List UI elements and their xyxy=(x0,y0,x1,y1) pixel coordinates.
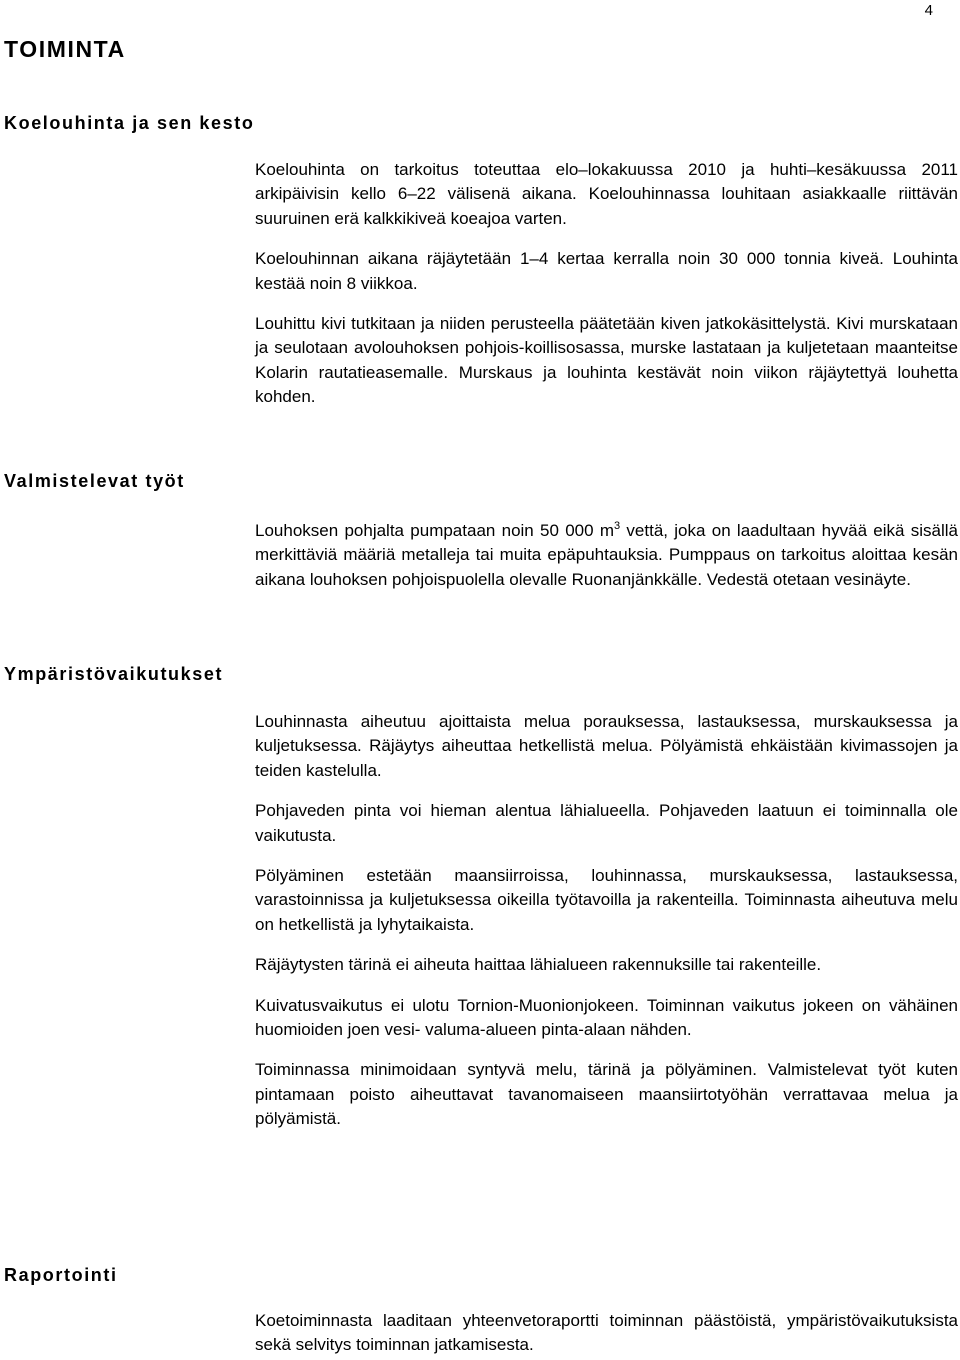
section-heading-ymparisto: Ympäristövaikutukset xyxy=(4,664,224,684)
superscript: 3 xyxy=(614,520,621,532)
paragraph: Kuivatusvaikutus ei ulotu Tornion-Muonionjokeen. Toiminnan vaikutus jokeen on vähäinen huomioiden joen vesi- valuma-alueen pinta-alaan nähden. xyxy=(255,995,958,1040)
paragraph: Toiminnassa minimoidaan syntyvä melu, tärinä ja pölyäminen. Valmistelevat työt kuten pintamaan poisto aiheuttavat tavanomaiseen maansiirtotyöhän verrattavaa melua ja pölyämistä. xyxy=(255,1060,958,1129)
paragraph: Pölyäminen estetään maansiirroissa, louhinnassa, murskauksessa, lastauksessa, varastoinnissa ja kuljetuksessa oikeilla työtavoilla ja rakenteilla. Toiminnasta aiheutuva melu on hetkellistä ja lyhytaikaista. xyxy=(255,866,958,934)
text-run: vettä, joka on laadultaan hyvää eikä sisällä merkittäviä määriä metalleja tai muita epäpuhtauksia. Pumppaus on tarkoitus aloittaa kesän aikana louhoksen pohjoispuolella olevalle Ruonanjänkkälle. Vedestä otetaan vesinäyte. xyxy=(255,521,959,589)
paragraph: Koetoiminnasta laaditaan yhteenvetoraportti toiminnan päästöistä, ympäristövaikutuksista sekä selvitys toiminnan jatkamisesta. xyxy=(255,1311,958,1355)
section-heading-raportointi: Raportointi xyxy=(4,1265,118,1285)
paragraph: Louhittu kivi tutkitaan ja niiden perusteella päätetään kiven jatkokäsittelystä. Kivi murskataan ja seulotaan avolouhoksen pohjois-koillisosassa, murske lastataan ja kuljetetaan maanteitse Kolarin rautatieasemalle. Murskaus ja louhinta kestävät noin viikon räjäytettyä louhetta kohden. xyxy=(255,314,958,407)
page-title: TOIMINTA xyxy=(4,36,126,62)
page-number: 4 xyxy=(924,2,933,19)
paragraph: Louhinnasta aiheutuu ajoittaista melua porauksessa, lastauksessa, murskauksessa ja kuljetuksessa. Räjäytys aiheuttaa hetkellistä melua. Pölyämistä ehkäistään kivimassojen ja teiden kastelulla. xyxy=(255,712,958,780)
paragraph: Koelouhinta on tarkoitus toteuttaa elo–lokakuussa 2010 ja huhti–kesäkuussa 2011 arkipäivisin kello 6–22 välisenä aikana. Koelouhinnassa louhitaan asiakkaalle riittävän suuruinen erä kalkkikiveä koeajoa varten. xyxy=(255,160,958,228)
paragraph: Pohjaveden pinta voi hieman alentua lähialueella. Pohjaveden laatuun ei toiminnalla ole vaikutusta. xyxy=(255,801,958,845)
section-body-valmistelevat xyxy=(255,519,958,592)
section-body-ymparisto xyxy=(255,710,958,1132)
section-heading-valmistelevat: Valmistelevat työt xyxy=(4,471,185,491)
text-run: Louhoksen pohjalta pumpataan noin 50 000 m xyxy=(255,521,615,540)
paragraph xyxy=(255,519,958,592)
paragraph: Koelouhinnan aikana räjäytetään 1–4 kertaa kerralla noin 30 000 tonnia kiveä. Louhinta kestää noin 8 viikkoa. xyxy=(255,249,958,293)
paragraph: Räjäytysten tärinä ei aiheuta haittaa lähialueen rakennuksille tai rakenteille. xyxy=(255,955,822,975)
section-body-raportointi xyxy=(255,1309,958,1358)
section-heading-koelouhinta: Koelouhinta ja sen kesto xyxy=(4,113,255,133)
section-body-koelouhinta xyxy=(255,158,958,410)
